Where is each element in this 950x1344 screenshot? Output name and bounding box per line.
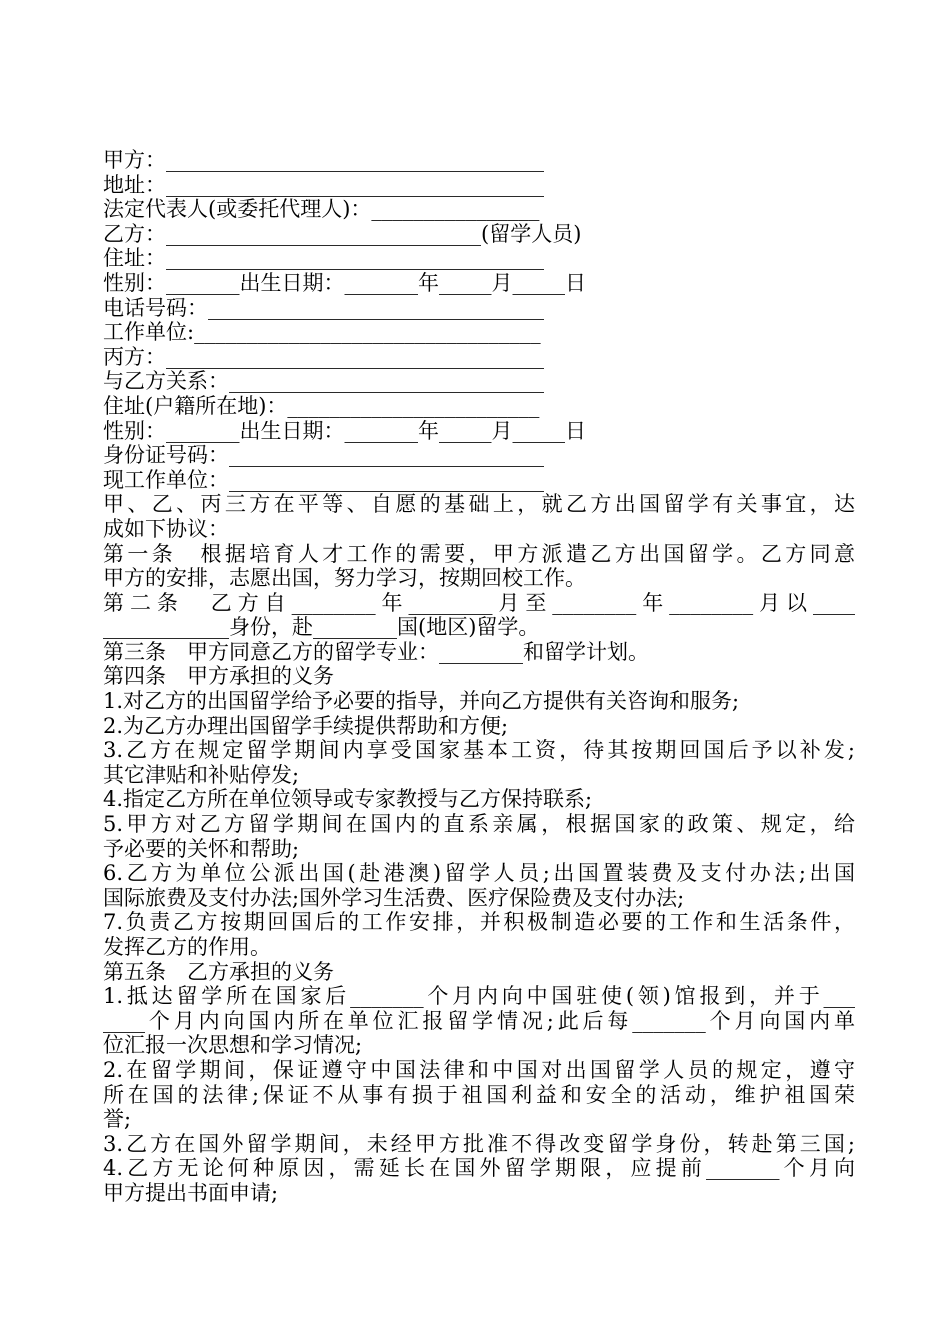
party-b-line: 乙方：______________________________(留学人员)	[103, 221, 582, 246]
article-5-item: 2.在留学期间，保证遵守中国法律和中国对出国留学人员的规定，遵守	[103, 1057, 855, 1082]
party-a-line: 甲方：____________________________________	[103, 148, 544, 172]
party-c-id-line: 身份证号码：______________________________	[103, 443, 544, 468]
article-4-item: 发挥乙方的作用。	[103, 935, 271, 959]
party-c-line: 丙方：____________________________________	[103, 344, 544, 369]
article-4-item: 1.对乙方的出国留学给予必要的指导，并向乙方提供有关咨询和服务;	[103, 689, 740, 714]
party-c-employer-line: 现工作单位：______________________________	[103, 467, 544, 492]
article-2-line: 第二条 乙方自________年________月至________年________月以____	[103, 590, 855, 615]
party-c-address-line: 住址(户籍所在地)：________________________	[103, 393, 540, 418]
article-4-item: 6.乙方为单位公派出国(赴港澳)留学人员;出国置装费及支付办法;出国	[103, 861, 855, 886]
preamble-line: 甲、乙、丙三方在平等、自愿的基础上，就乙方出国留学有关事宜，达	[103, 492, 855, 517]
article-5-item: 1.抵达留学所在国家后_______个月内向中国驻使(领)馆报到，并于___	[103, 984, 855, 1009]
party-b-gender-birth-line: 性别：_______出生日期：_______年_____月_____日	[103, 270, 586, 295]
article-4-item: 其它津贴和补贴停发;	[103, 762, 300, 787]
article-1-line: 第一条 根据培育人才工作的需要，甲方派遣乙方出国留学。乙方同意	[103, 541, 855, 566]
article-4-item: 2.为乙方办理出国留学手续提供帮助和方便;	[103, 713, 509, 738]
article-3-line: 第三条 甲方同意乙方的留学专业：________和留学计划。	[103, 639, 649, 664]
party-c-relation-line: 与乙方关系：______________________________	[103, 369, 544, 394]
article-5-item: ____个月内向国内所在单位汇报留学情况;此后每_______个月向国内单	[103, 1008, 855, 1033]
article-1-line: 甲方的安排，志愿出国，努力学习，按期回校工作。	[103, 566, 586, 591]
article-5-item: 甲方提出书面申请;	[103, 1180, 279, 1205]
article-4-item: 国际旅费及支付办法;国外学习生活费、医疗保险费及支付办法;	[103, 885, 685, 910]
article-5-item: 4.乙方无论何种原因，需延长在国外留学期限，应提前_______个月向	[103, 1156, 855, 1181]
preamble-line: 成如下协议：	[103, 516, 229, 541]
party-b-address-line: 住址：____________________________________	[103, 246, 544, 271]
article-4-item: 3.乙方在规定留学期间内享受国家基本工资，待其按期回国后予以补发;	[103, 738, 855, 763]
article-2-line: ____________身份，赴________国(地区)留学。	[103, 615, 540, 640]
party-b-employer-line: 工作单位:_________________________________	[103, 320, 541, 345]
article-4-item: 7.负责乙方按期回国后的工作安排，并积极制造必要的工作和生活条件，	[103, 910, 855, 935]
party-c-gender-birth-line: 性别：_______出生日期：_______年_____月_____日	[103, 418, 586, 443]
article-5-item: 所在国的法律;保证不从事有损于祖国利益和安全的活动，维护祖国荣	[103, 1082, 855, 1107]
article-4-heading: 第四条 甲方承担的义务	[103, 664, 334, 689]
article-4-item: 4.指定乙方所在单位领导或专家教授与乙方保持联系;	[103, 787, 593, 812]
contract-document	[103, 148, 855, 1206]
article-5-heading: 第五条 乙方承担的义务	[103, 959, 334, 984]
article-4-item: 5.甲方对乙方留学期间在国内的直系亲属，根据国家的政策、规定，给	[103, 812, 855, 837]
article-4-item: 予必要的关怀和帮助;	[103, 836, 300, 861]
party-b-phone-line: 电话号码：________________________________	[103, 295, 544, 320]
party-a-address-line: 地址：____________________________________	[103, 172, 544, 197]
legal-representative-line: 法定代表人(或委托代理人)：________________	[103, 197, 540, 222]
article-5-item: 誉;	[103, 1107, 132, 1132]
article-5-item: 3.乙方在国外留学期间，未经甲方批准不得改变留学身份，转赴第三国;	[103, 1131, 855, 1156]
article-5-item: 位汇报一次思想和学习情况;	[103, 1033, 363, 1058]
